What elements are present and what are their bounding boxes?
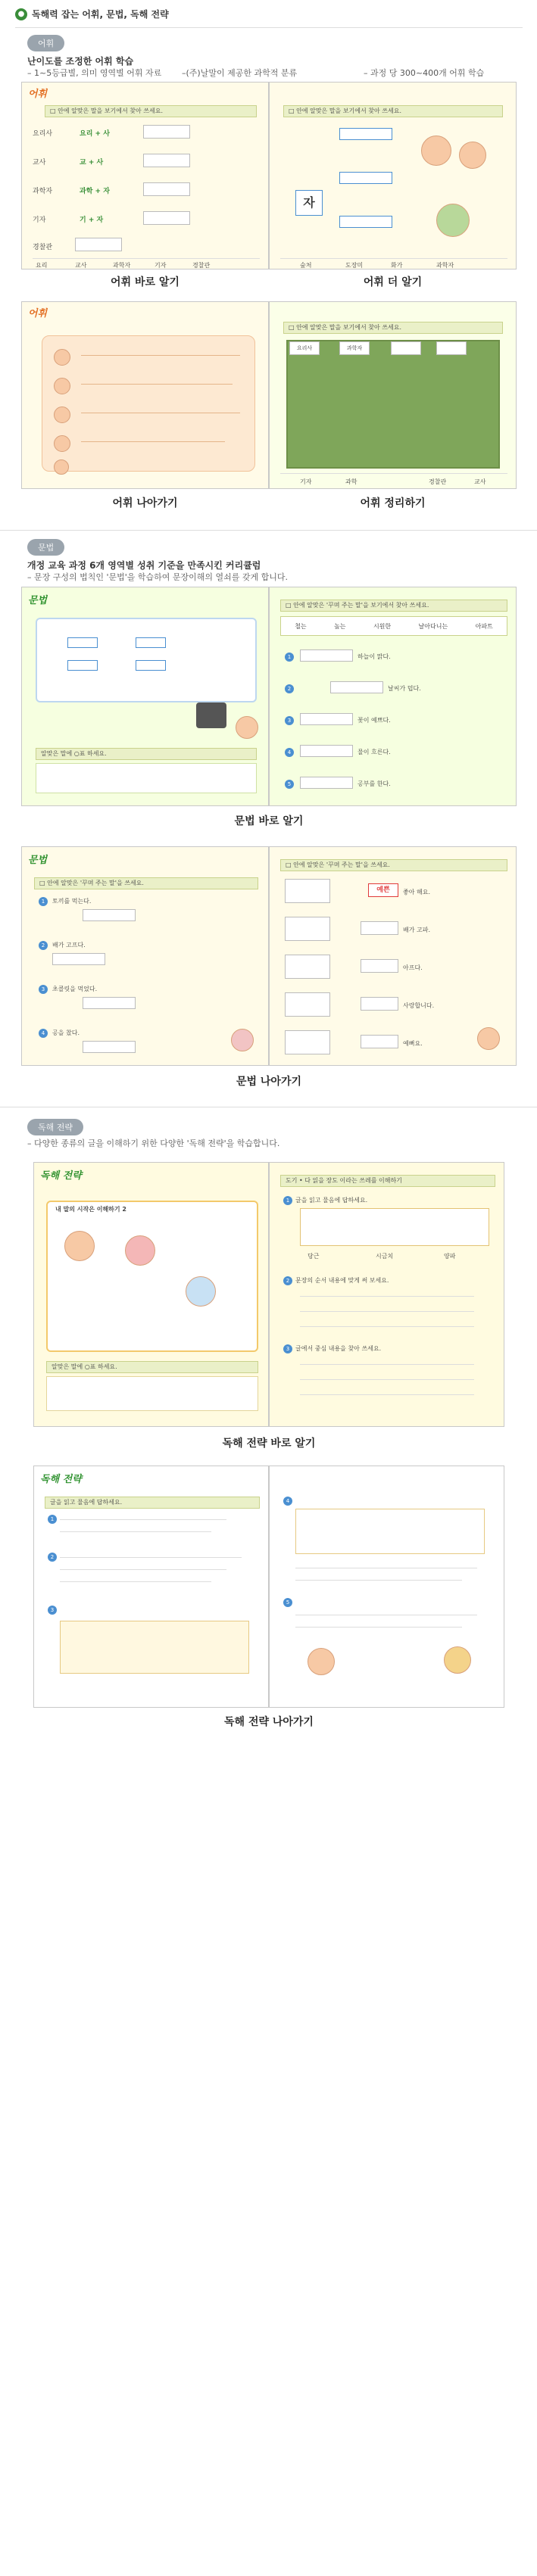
character-illustration: [125, 1235, 155, 1266]
leaf-icon: ●: [15, 8, 27, 20]
maze-bottom-2: 과학: [345, 478, 357, 485]
passage-box: [300, 1208, 489, 1246]
passage-box: [295, 1509, 485, 1554]
text-line: [295, 1627, 462, 1628]
answer-box[interactable]: [300, 649, 353, 662]
reading-page-left: [33, 1162, 269, 1427]
reading-sub: – 다양한 종류의 글을 이해하기 위한 다양한 '독해 전략'을 학습합니다.: [27, 1138, 280, 1148]
caption: 문법 바로 알기: [234, 815, 304, 827]
right-sentence-1: 좋아 해요.: [403, 889, 430, 896]
speech-panel: [42, 335, 255, 472]
instruction-bar: □ 안에 알맞은 말을 보기에서 찾아 쓰세요.: [45, 105, 257, 117]
divider: [280, 473, 507, 474]
reading-page-left-2: [33, 1466, 269, 1708]
answer-box[interactable]: [300, 745, 353, 757]
answer-box[interactable]: [83, 997, 136, 1009]
grammar-sub: – 문장 구성의 법칙인 '문법'을 학습하여 문장이해의 열쇠를 갖게 합니다.: [27, 572, 289, 582]
answer-box[interactable]: [339, 128, 392, 140]
caption: 어휘 나아가기: [112, 497, 178, 509]
prompt-box: [285, 955, 330, 979]
page-tag: 어휘: [28, 308, 48, 319]
bottom-word-4: 과학자: [436, 262, 454, 269]
answer-box[interactable]: [300, 713, 353, 725]
comic-title: 내 말의 시작은 이해하기 2: [55, 1206, 126, 1213]
answer-box[interactable]: [143, 125, 190, 139]
prompt-box: [285, 879, 330, 903]
character-illustration: [421, 135, 451, 166]
choice-3[interactable]: 양파: [444, 1253, 456, 1260]
text-line: [60, 1519, 226, 1520]
bottom-word-2: 교사: [75, 262, 87, 269]
option: 높는: [334, 622, 346, 630]
option: 시원한: [373, 622, 392, 630]
number-badge: 3: [48, 1606, 57, 1615]
sentence-5: 공부를 한다.: [357, 780, 391, 787]
grammar-page-left-2: [21, 846, 269, 1066]
number-badge: 2: [283, 1276, 292, 1285]
maze-top-2: 과학자: [339, 341, 370, 355]
divider: [15, 27, 523, 28]
bottom-word-4: 기자: [155, 262, 167, 269]
number-badge: 1: [39, 897, 48, 906]
vocab-feature-3: – 과정 당 300~400개 어휘 학습: [364, 68, 485, 78]
number-badge: 1: [285, 653, 294, 662]
number-badge: 4: [283, 1497, 292, 1506]
number-badge: 3: [285, 716, 294, 725]
grammar-title: 개정 교육 과정 6개 영역별 성취 기준을 만족시킨 커리큘럼: [27, 560, 261, 571]
character-illustration: [308, 1648, 335, 1675]
vocab-title: 난이도를 조정한 어휘 학습: [27, 56, 134, 67]
answer-box[interactable]: [52, 953, 105, 965]
instruction-bar: □ 안에 알맞은 말을 보기에서 찾아 쓰세요.: [283, 105, 503, 117]
passage-box: [60, 1621, 249, 1674]
combo-4: 기 + 자: [80, 216, 104, 224]
prompt-box: [285, 1030, 330, 1054]
grammar-pill: 문법: [27, 539, 64, 556]
sentence-3: 꽃이 예쁘다.: [357, 717, 391, 724]
answer-box[interactable]: [143, 211, 190, 225]
prompt-box: [285, 992, 330, 1017]
combo-3: 과학 + 자: [80, 188, 110, 195]
character-illustration: [459, 142, 486, 169]
number-badge: 5: [285, 780, 294, 789]
answer-box[interactable]: [67, 660, 98, 671]
answer-box[interactable]: [391, 341, 421, 355]
answer-box[interactable]: [361, 959, 398, 973]
item-4: 공을 찼다.: [52, 1029, 80, 1036]
question-2: 문장의 순서 내용에 맞게 써 보세요.: [295, 1277, 389, 1284]
instruction-bar: □ 안에 알맞은 '꾸며 주는 말'을 보기에서 찾아 쓰세요.: [280, 600, 507, 612]
maze-illustration: [286, 340, 500, 469]
character-illustration: [444, 1646, 471, 1674]
example-badge: 예쁜: [368, 883, 398, 897]
answer-line: [300, 1326, 474, 1327]
word-5: 경찰관: [33, 244, 53, 251]
bottom-word-2: 도장미: [345, 262, 364, 269]
text-line: [81, 441, 225, 442]
avatar: [54, 378, 70, 394]
sentence-4: 물이 흐른다.: [357, 749, 391, 755]
combo-2: 교 + 사: [80, 159, 104, 167]
number-badge: 3: [283, 1344, 292, 1353]
item-1: 토끼를 먹는다.: [52, 898, 92, 905]
page-tag: 문법: [28, 855, 48, 866]
right-sentence-3: 아프다.: [403, 964, 423, 971]
option: 철는: [295, 622, 307, 630]
reading-pill: 독해 전략: [27, 1119, 83, 1135]
word-4: 기자: [33, 216, 46, 224]
reading-page-right: [269, 1162, 504, 1427]
caption: 어휘 더 알기: [363, 276, 423, 288]
item-2: 배가 고프다.: [52, 942, 86, 948]
vocab-page-right: [269, 82, 517, 269]
right-sentence-5: 예뻐요.: [403, 1040, 423, 1047]
number-badge: 2: [39, 941, 48, 950]
instruction-bar: 알맞은 말에 ○표 하세요.: [46, 1361, 258, 1373]
caption: 어휘 정리하기: [360, 497, 426, 509]
answer-box[interactable]: [361, 921, 398, 935]
section-divider: [0, 530, 537, 531]
page-tag: 독해 전략: [40, 1170, 82, 1182]
text-line: [60, 1581, 211, 1582]
page-tag: 문법: [28, 595, 48, 606]
number-badge: 2: [285, 684, 294, 693]
choice-1[interactable]: 당근: [308, 1253, 320, 1260]
grammar-page-right: [269, 587, 517, 806]
answer-box[interactable]: [143, 182, 190, 196]
number-badge: 2: [48, 1553, 57, 1562]
number-badge: 1: [283, 1196, 292, 1205]
text-line: [60, 1557, 242, 1558]
example-box: [46, 1376, 258, 1411]
maze-bottom-1: 기자: [300, 478, 312, 485]
instruction-bar: □ 안에 알맞은 '꾸며 주는 말'을 쓰세요.: [280, 859, 507, 871]
number-badge: 4: [285, 748, 294, 757]
answer-box[interactable]: [436, 341, 467, 355]
bottom-word-3: 과학자: [113, 262, 131, 269]
grammar-page-right-2: [269, 846, 517, 1066]
avatar: [54, 435, 70, 452]
caption: 독해 전략 바로 알기: [222, 1438, 316, 1450]
answer-line: [300, 1364, 474, 1365]
caption: 문법 나아가기: [236, 1076, 302, 1088]
answer-box[interactable]: [143, 154, 190, 167]
question-3: 글에서 중심 내용을 찾아 쓰세요.: [295, 1345, 382, 1352]
item-3: 초콜릿을 먹었다.: [52, 986, 98, 992]
page-tag: 독해 전략: [40, 1474, 82, 1485]
text-line: [81, 384, 233, 385]
avatar: [54, 459, 69, 475]
text-line: [60, 1569, 226, 1570]
divider: [33, 258, 260, 259]
answer-line: [300, 1394, 474, 1395]
text-line: [60, 1531, 211, 1532]
options-box: [280, 616, 507, 636]
prompt-box: [285, 917, 330, 941]
vocab-feature-1: – 1~5등급별, 의미 영역별 어휘 자료: [27, 68, 162, 78]
answer-box[interactable]: [361, 997, 398, 1011]
caption: 어휘 바로 알기: [111, 276, 180, 288]
instruction-bar: 알맞은 말에 ○표 하세요.: [36, 748, 257, 760]
answer-box[interactable]: [83, 909, 136, 921]
instruction-bar: □ 안에 알맞은 '꾸며 주는 말'을 쓰세요.: [34, 877, 258, 889]
character-illustration: [186, 1276, 216, 1307]
character-illustration: [477, 1027, 500, 1050]
avatar: [54, 406, 70, 423]
question-1: 글을 읽고 물음에 답하세요.: [295, 1197, 368, 1204]
number-badge: 3: [39, 985, 48, 994]
bottom-word-5: 경찰관: [192, 262, 211, 269]
reading-page-right-2: [269, 1466, 504, 1708]
center-char: 자: [295, 190, 323, 216]
instruction-bar: □ 안에 알맞은 말을 보기에서 찾아 쓰세요.: [283, 322, 503, 334]
bottom-word-3: 화가: [391, 262, 403, 269]
answer-box[interactable]: [75, 238, 122, 251]
example-box: [36, 763, 257, 793]
word-2: 교사: [33, 159, 46, 167]
option: 날아다니는: [418, 622, 448, 630]
sentence-2: 날씨가 덥다.: [388, 685, 421, 692]
answer-line: [300, 1379, 474, 1380]
vocab-feature-2: –(주)날말이 제공한 과학적 분류: [182, 68, 298, 78]
tv-icon: [196, 702, 226, 728]
answer-box[interactable]: [339, 216, 392, 228]
character-illustration: [236, 716, 258, 739]
answer-line: [300, 1311, 474, 1312]
bottom-word-1: 숲처: [300, 262, 312, 269]
header-title: 독해력 잡는 어휘, 문법, 독해 전략: [32, 9, 169, 20]
instruction-bar: 글을 읽고 물음에 답하세요.: [45, 1497, 260, 1509]
maze-bottom-3: 경찰관: [429, 478, 447, 485]
answer-box[interactable]: [300, 777, 353, 789]
number-badge: 4: [39, 1029, 48, 1038]
instruction-bar: 도기 • 다 읽을 장도 이라는 쓰레를 이해하기: [280, 1175, 495, 1187]
answer-box[interactable]: [136, 637, 166, 648]
character-illustration: [231, 1029, 254, 1051]
answer-box[interactable]: [339, 172, 392, 184]
answer-box[interactable]: [83, 1041, 136, 1053]
text-line: [295, 1580, 462, 1581]
right-sentence-4: 사랑합니다.: [403, 1002, 435, 1009]
comic-panel: [46, 1201, 258, 1352]
number-badge: 1: [48, 1515, 57, 1524]
option: 아파트: [475, 622, 493, 630]
sentence-1: 하늘이 맑다.: [357, 653, 391, 660]
number-badge: 5: [283, 1598, 292, 1607]
divider: [280, 258, 507, 259]
choice-2[interactable]: 시금치: [376, 1253, 394, 1260]
answer-box[interactable]: [136, 660, 166, 671]
answer-line: [300, 1296, 474, 1297]
page-tag: 어휘: [28, 89, 48, 100]
caption: 독해 전략 나아가기: [224, 1716, 314, 1728]
character-illustration: [436, 204, 470, 237]
maze-top-1: 요리사: [289, 341, 320, 355]
answer-box[interactable]: [361, 1035, 398, 1048]
text-line: [81, 355, 240, 356]
combo-1: 요리 + 사: [80, 130, 110, 138]
answer-box[interactable]: [67, 637, 98, 648]
character-illustration: [64, 1231, 95, 1261]
word-1: 요리사: [33, 130, 53, 138]
vocab-page-left: [21, 82, 269, 269]
avatar: [54, 349, 70, 366]
right-sentence-2: 배가 고파.: [403, 927, 430, 933]
vocab-pill: 어휘: [27, 35, 64, 51]
word-3: 과학자: [33, 188, 53, 195]
page-header: [15, 8, 169, 20]
grammar-page-left: [21, 587, 269, 806]
vocab-page-right-2: [269, 301, 517, 489]
vocab-page-left-2: [21, 301, 269, 489]
bottom-word-1: 요리: [36, 262, 48, 269]
maze-bottom-4: 교사: [474, 478, 486, 485]
answer-box[interactable]: [330, 681, 383, 693]
